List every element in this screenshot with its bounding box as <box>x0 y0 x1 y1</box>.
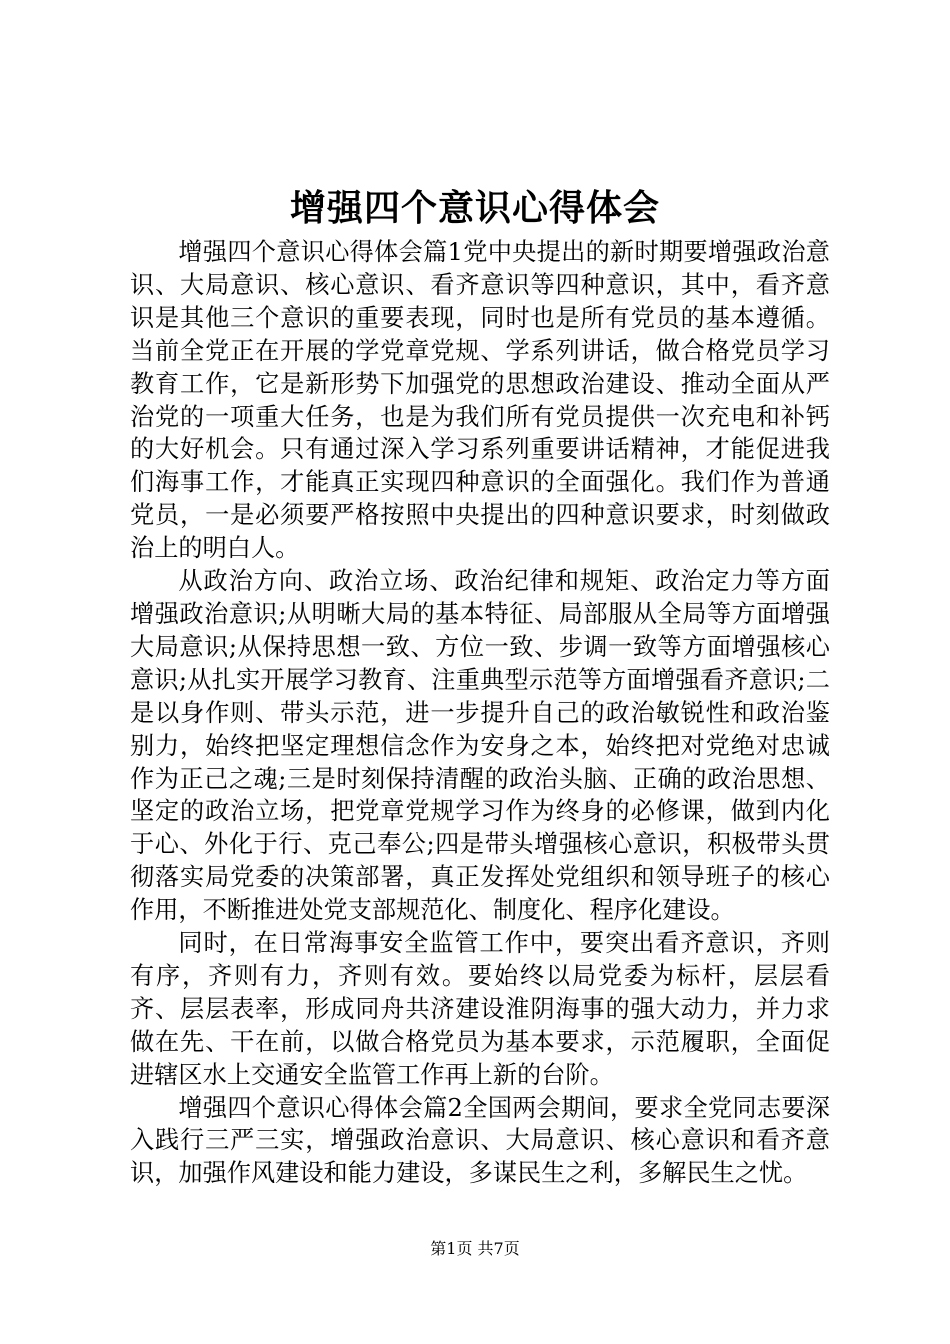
document-body <box>130 236 830 1190</box>
page-number-footer: 第1页 共7页 <box>430 1239 520 1258</box>
paragraph-1: 增强四个意识心得体会篇1党中央提出的新时期要增强政治意识、大局意识、核心意识、看齐意识等四种意识，其中，看齐意识是其他三个意识的重要表现，同时也是所有党员的基本遵循。当前全党正在开展的学党章党规、学系列讲话，做合格党员学习教育工作，它是新形势下加强党的思想政治建设、推动全面从严治党的一项重大任务，也是为我们所有党员提供一次充电和补钙的大好机会。只有通过深入学习系列重要讲话精神，才能促进我们海事工作，才能真正实现四种意识的全面强化。我们作为普通党员，一是必须要严格按照中央提出的四种意识要求，时刻做政治上的明白人。 <box>130 238 830 563</box>
document-title: 增强四个意识心得体会 <box>289 187 660 229</box>
paragraph-4: 增强四个意识心得体会篇2全国两会期间，要求全党同志要深入践行三严三实，增强政治意识、大局意识、核心意识和看齐意识，加强作风建设和能力建设，多谋民生之利，多解民生之忧。 <box>130 1093 830 1188</box>
paragraph-3: 同时，在日常海事安全监管工作中，要突出看齐意识，齐则有序，齐则有力，齐则有效。要始终以局党委为标杆，层层看齐、层层表率，形成同舟共济建设淮阴海事的强大动力，并力求做在先、干在前，以做合格党员为基本要求，示范履职，全面促进辖区水上交通安全监管工作再上新的台阶。 <box>130 929 830 1089</box>
paragraph-2: 从政治方向、政治立场、政治纪律和规矩、政治定力等方面增强政治意识;从明晰大局的基本特征、局部服从全局等方面增强大局意识;从保持思想一致、方位一致、步调一致等方面增强核心意识;从扎实开展学习教育、注重典型示范等方面增强看齐意识;二是以身作则、带头示范，进一步提升自己的政治敏锐性和政治鉴别力，始终把坚定理想信念作为安身之本，始终把对党绝对忠诚作为正己之魂;三是时刻保持清醒的政治头脑、正确的政治思想、坚定的政治立场，把党章党规学习作为终身的必修课，做到内化于心、外化于行、克己奉公;四是带头增强核心意识，积极带头贯彻落实局党委的决策部署，真正发挥处党组织和领导班子的核心作用，不断推进处党支部规范化、制度化、程序化建设。 <box>130 567 830 925</box>
